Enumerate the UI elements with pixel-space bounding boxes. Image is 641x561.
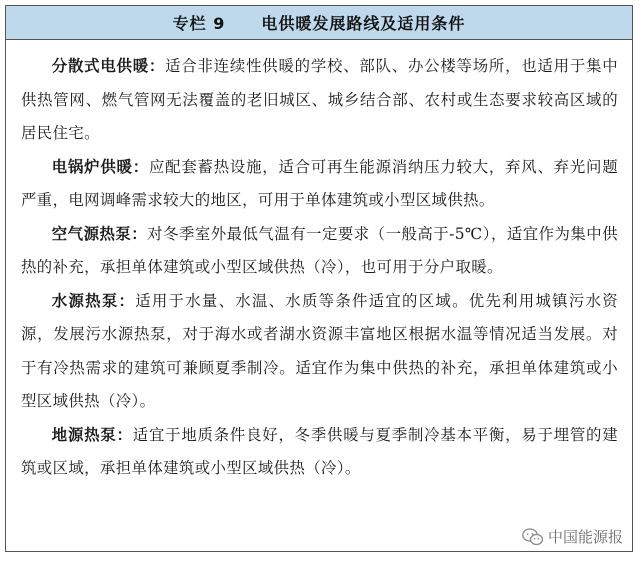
box-header (6, 6, 632, 40)
section-text: 对冬季室外最低气温有一定要求（一般高于-5℃），适宜作为集中供热的补充，承担单体建筑或小型区域供热（冷），也可用于分户取暖。 (21, 224, 618, 276)
section-distributed-electric-heating (21, 50, 618, 151)
section-lead: 地源热泵： (51, 425, 133, 444)
section-electric-boiler (21, 151, 618, 218)
section-text: 应配套蓄热设施，适合可再生能源消纳压力较大，弃风、弃光问题严重，电网调峰需求较大的地区，可用于单体建筑或小型区域供热。 (21, 157, 618, 209)
box-title: 电供暖发展路线及适用条件 (261, 14, 466, 33)
section-lead: 电锅炉供暖： (51, 157, 149, 176)
section-text: 适用于水量、水温、水质等条件适宜的区域。优先利用城镇污水资源，发展污水源热泵，对于海水或者湖水资源丰富地区根据水温等情况适当发展。对于有冷热需求的建筑可兼顾夏季制冷。适宜作为集中供热的补充，承担单体建筑或小型区域供热（冷）。 (21, 291, 618, 410)
watermark-text: 中国能源报 (547, 528, 623, 546)
section-lead: 空气源热泵： (51, 224, 148, 243)
section-water-source-heat-pump (21, 285, 618, 419)
section-ground-source-heat-pump (21, 419, 618, 486)
info-box (5, 5, 633, 552)
section-lead: 水源热泵： (51, 291, 136, 310)
section-text: 适宜于地质条件良好，冬季供暖与夏季制冷基本平衡，易于埋管的建筑或区域，承担单体建筑或小型区域供热（冷）。 (21, 425, 618, 477)
section-lead: 分散式电供暖： (51, 57, 166, 75)
column-label: 专栏 9 (172, 14, 226, 33)
wechat-icon (522, 528, 544, 546)
watermark (522, 526, 623, 547)
box-content (6, 40, 632, 486)
section-text: 适合非连续性供暖的学校、部队、办公楼等场所，也适用于集中供热管网、燃气管网无法覆盖的老旧城区、城乡结合部、农村或生态要求较高区域的居民住宅。 (21, 57, 618, 142)
section-air-source-heat-pump (21, 218, 618, 285)
